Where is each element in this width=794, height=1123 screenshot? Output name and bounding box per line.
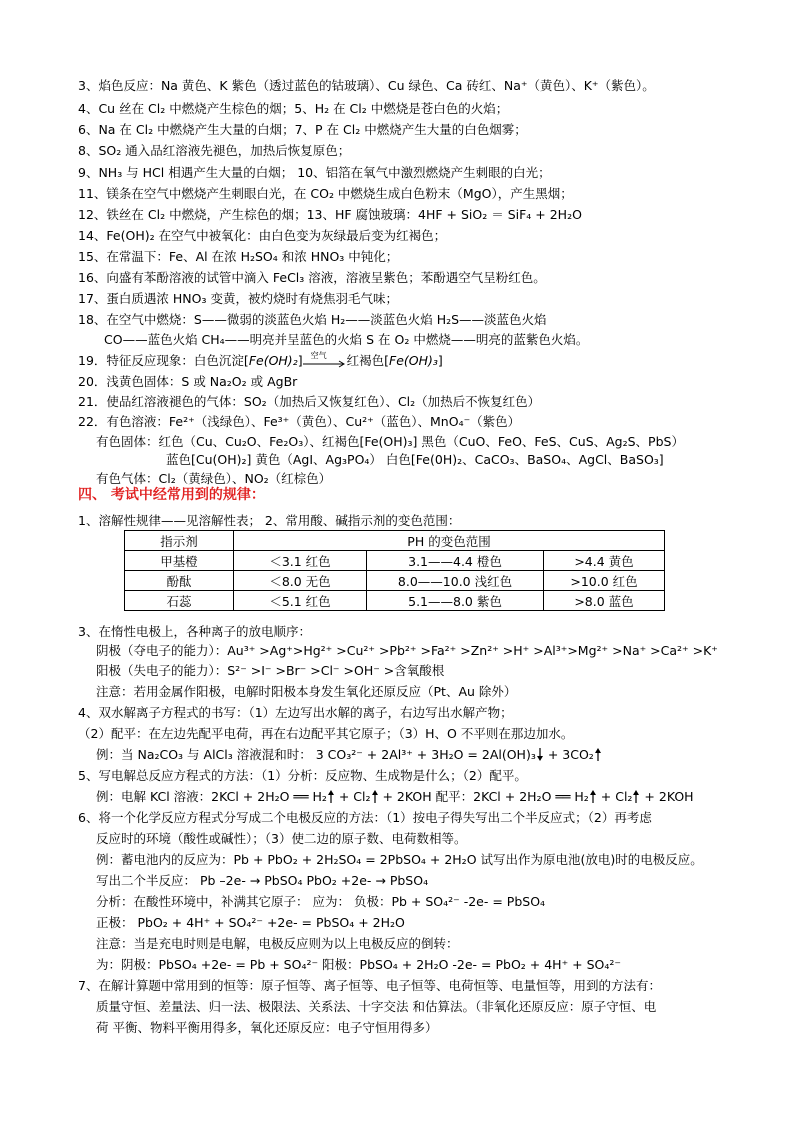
line-phenol-fecl3: 16、向盛有苯酚溶液的试管中滴入 FeCl₃ 溶液，溶液呈紫色；苯酚遇空气呈粉红色。 [78, 270, 546, 285]
up-arrow-icon [371, 788, 379, 805]
line-charging-note: 注意：当是充电时则是电解，电极反应则为以上电极反应的倒转： [96, 936, 459, 951]
table-cell: 8.0——10.0 浅红色 [367, 571, 544, 591]
line-cu-h2-in-cl2: 4、Cu 丝在 Cl₂ 中燃烧产生棕色的烟；5、H₂ 在 Cl₂ 中燃烧是苍白色的火焰； [78, 101, 509, 116]
line-colored-solids-1: 有色固体：红色（Cu、Cu₂O、Fe₂O₃）、红褐色[Fe(OH)₃] 黑色（CuO、FeO、FeS、CuS、Ag₂S、PbS） [96, 434, 684, 449]
table-cell: 5.1——8.0 紫色 [367, 591, 544, 611]
table-row [125, 571, 665, 591]
bracket-open-2: [ [384, 353, 389, 368]
line-characteristic-reaction [78, 352, 443, 369]
line-electrolysis-method: 5、写电解总反应方程式的方法：（1）分析：反应物、生成物是什么；（2）配平。 [78, 768, 527, 783]
electrolysis-part-1: 例：电解 KCl 溶液：2KCl + 2H₂O ══ H₂ [96, 789, 327, 804]
line-pale-yellow-solids: 20．浅黄色固体：S 或 Na₂O₂ 或 AgBr [78, 374, 298, 389]
table-cell: 酚酞 [125, 571, 234, 591]
long-right-arrow-icon [303, 350, 347, 369]
line-feoh2-oxidation: 14、Fe(OH)₂ 在空气中被氧化：由白色变为灰绿最后变为红褐色； [78, 228, 447, 243]
indicator-table [124, 530, 665, 611]
table-cell: >8.0 蓝色 [544, 591, 665, 611]
line-so2-fuchsin: 8、SO₂ 通入品红溶液先褪色，加热后恢复原色； [78, 143, 351, 158]
line-flame-colors: 3、焰色反应：Na 黄色、K 紫色（透过蓝色的钴玻璃）、Cu 绿色、Ca 砖红、Na⁺（黄色）、K⁺（紫色）。 [78, 78, 655, 93]
line-conservation-1: 7、在解计算题中常用到的恒等：原子恒等、离子恒等、电子恒等、电荷恒等、电量恒等，用到的方法有： [78, 978, 661, 993]
line-half-reaction-method-2: 反应时的环境（酸性或碱性）；（3）使二边的原子数、电荷数相等。 [96, 831, 467, 846]
reaction-prefix: 19．特征反应现象：白色沉淀 [78, 353, 244, 368]
line-na-p-in-cl2: 6、Na 在 Cl₂ 中燃烧产生大量的白烟；7、P 在 Cl₂ 中燃烧产生大量的白色烟雾； [78, 122, 527, 137]
line-colored-solids-2: 蓝色[Cu(OH)₂] 黄色（AgI、Ag₃PO₄） 白色[Fe(0H)₂、CaCO₃、BaSO₄、AgCl、BaSO₃] [166, 452, 664, 467]
table-header-row [125, 531, 665, 551]
table-cell: 甲基橙 [125, 551, 234, 571]
line-charging-electrodes: 为：阴极：PbSO₄ +2e- = Pb + SO₄²⁻ 阳极：PbSO₄ + 2H₂O -2e- = PbO₂ + 4H⁺ + SO₄²⁻ [96, 957, 621, 972]
table-cell: >10.0 红色 [544, 571, 665, 591]
up-arrow-icon [594, 746, 602, 763]
line-positive-electrode: 正极： PbO₂ + 4H⁺ + SO₄²⁻ +2e- = PbSO₄ + 2H₂O [96, 915, 405, 930]
line-anode-order: 阳极（失电子的能力）：S²⁻ >I⁻ >Br⁻ >Cl⁻ >OH⁻ >含氧酸根 [96, 663, 445, 678]
line-mg-burning: 11、镁条在空气中燃烧产生刺眼白光，在 CO₂ 中燃烧生成白色粉末（MgO），产生黑烟； [78, 186, 573, 201]
line-nh3-hcl: 9、NH₃ 与 HCl 相遇产生大量的白烟； 10、铝箔在氧气中激烈燃烧产生刺眼的白光； [78, 165, 551, 180]
hydrolysis-equation-co2: + 3CO₂ [543, 747, 594, 762]
arrow-label-air: 空气 [310, 350, 327, 360]
bracket-open: [ [243, 353, 249, 368]
line-bleaching-gases: 21．使品红溶液褪色的气体：SO₂（加热后又恢复红色）、Cl₂（加热后不恢复红色） [78, 394, 541, 409]
line-double-hydrolysis: 4、双水解离子方程式的书写：（1）左边写出水解的离子，右边写出水解产物； [78, 705, 513, 720]
table-cell: 石蕊 [125, 591, 234, 611]
line-colored-gases: 有色气体：Cl₂（黄绿色）、NO₂（红棕色） [96, 471, 332, 486]
line-solubility-indicators: 1、溶解性规律——见溶解性表； 2、常用酸、碱指示剂的变色范围： [78, 513, 461, 528]
line-hydrolysis-example [96, 746, 602, 763]
red-brown-label: 红褐色 [346, 353, 385, 368]
up-arrow-icon [327, 788, 335, 805]
line-discharge-order: 3、在惰性电极上，各种离子的放电顺序： [78, 624, 311, 639]
table-cell: ＜8.0 无色 [234, 571, 367, 591]
line-conservation-3: 荷 平衡、物料平衡用得多，氧化还原反应：电子守恒用得多） [96, 1020, 438, 1035]
line-cathode-order: 阴极（夺电子的能力）：Au³⁺ >Ag⁺>Hg²⁺ >Cu²⁺ >Pb²⁺ >Fa²⁺ >Zn²⁺ >H⁺ >Al³⁺>Mg²⁺ >Na⁺ >Ca²⁺ >K⁺ [96, 643, 718, 658]
section-heading: 四、 考试中经常用到的规律： [78, 487, 265, 503]
table-cell: ＜5.1 红色 [234, 591, 367, 611]
line-fe-cl2-hf: 12、铁丝在 Cl₂ 中燃烧，产生棕色的烟；13、HF 腐蚀玻璃：4HF + SiO₂ ＝ SiF₄ + 2H₂O [78, 207, 582, 222]
line-acid-analysis: 分析：在酸性环境中，补满其它原子： 应为： 负极：Pb + SO₄²⁻ -2e- = PbSO₄ [96, 894, 546, 909]
line-protein-hno3: 17、蛋白质遇浓 HNO₃ 变黄，被灼烧时有烧焦羽毛气味； [78, 291, 398, 306]
bracket-close-2: ] [437, 353, 443, 368]
table-cell: 3.1——4.4 橙色 [367, 551, 544, 571]
line-half-reactions: 写出二个半反应： Pb –2e- → PbSO₄ PbO₂ +2e- → PbSO₄ [96, 873, 429, 888]
electrolysis-part-5: + 2KOH [640, 789, 694, 804]
electrolysis-part-3: + 2KOH 配平：2KCl + 2H₂O ══ H₂ [378, 789, 589, 804]
line-passivation: 15、在常温下：Fe、Al 在浓 H₂SO₄ 和浓 HNO₃ 中钝化； [78, 249, 399, 264]
table-cell: ＜3.1 红色 [234, 551, 367, 571]
line-colored-solutions: 22．有色溶液：Fe²⁺（浅绿色）、Fe³⁺（黄色）、Cu²⁺（蓝色）、MnO₄⁻（紫色） [78, 414, 521, 429]
line-balancing: （2）配平：在左边先配平电荷，再在右边配平其它原子；（3）H、O 不平则在那边加水。 [78, 726, 574, 741]
line-flames-1: 18、在空气中燃烧：S——微弱的淡蓝色火焰 H₂——淡蓝色火焰 H₂S——淡蓝色火焰 [78, 312, 547, 327]
line-half-reaction-method: 6、将一个化学反应方程式分写成二个电极反应的方法：（1）按电子得失写出二个半反应式；（2）再考虑 [78, 810, 652, 825]
line-electrolysis-example [96, 788, 694, 805]
hydrolysis-equation: 例：当 Na₂CO₃ 与 AlCl₃ 溶液混和时： 3 CO₃²⁻ + 2Al³⁺ + 3H₂O = 2Al(OH)₃ [96, 747, 536, 762]
table-header-cell: 指示剂 [125, 531, 234, 551]
bracket-close: ] [297, 353, 303, 368]
up-arrow-icon [589, 788, 597, 805]
line-battery-example: 例：蓄电池内的反应为：Pb + PbO₂ + 2H₂SO₄ = 2PbSO₄ + 2H₂O 试写出作为原电池(放电)时的电极反应。 [96, 852, 703, 867]
table-row [125, 551, 665, 571]
electrolysis-part-4: + Cl₂ [596, 789, 633, 804]
table-header-cell: PH 的变色范围 [234, 531, 665, 551]
line-metal-anode-note: 注意：若用金属作阳极，电解时阳极本身发生氧化还原反应（Pt、Au 除外） [96, 684, 517, 699]
line-conservation-2: 质量守恒、差量法、归一法、极限法、关系法、十字交法 和估算法。（非氧化还原反应：原子守恒、电 [96, 999, 657, 1014]
down-arrow-icon [536, 746, 544, 763]
table-row [125, 591, 665, 611]
electrolysis-part-2: + Cl₂ [334, 789, 371, 804]
line-flames-2: CO——蓝色火焰 CH₄——明亮并呈蓝色的火焰 S 在 O₂ 中燃烧——明亮的蓝紫色火焰。 [104, 332, 589, 347]
table-cell: >4.4 黄色 [544, 551, 665, 571]
formula-feoh3: Fe(OH)₃ [389, 353, 438, 368]
formula-feoh2: Fe(OH)₂ [248, 353, 298, 368]
